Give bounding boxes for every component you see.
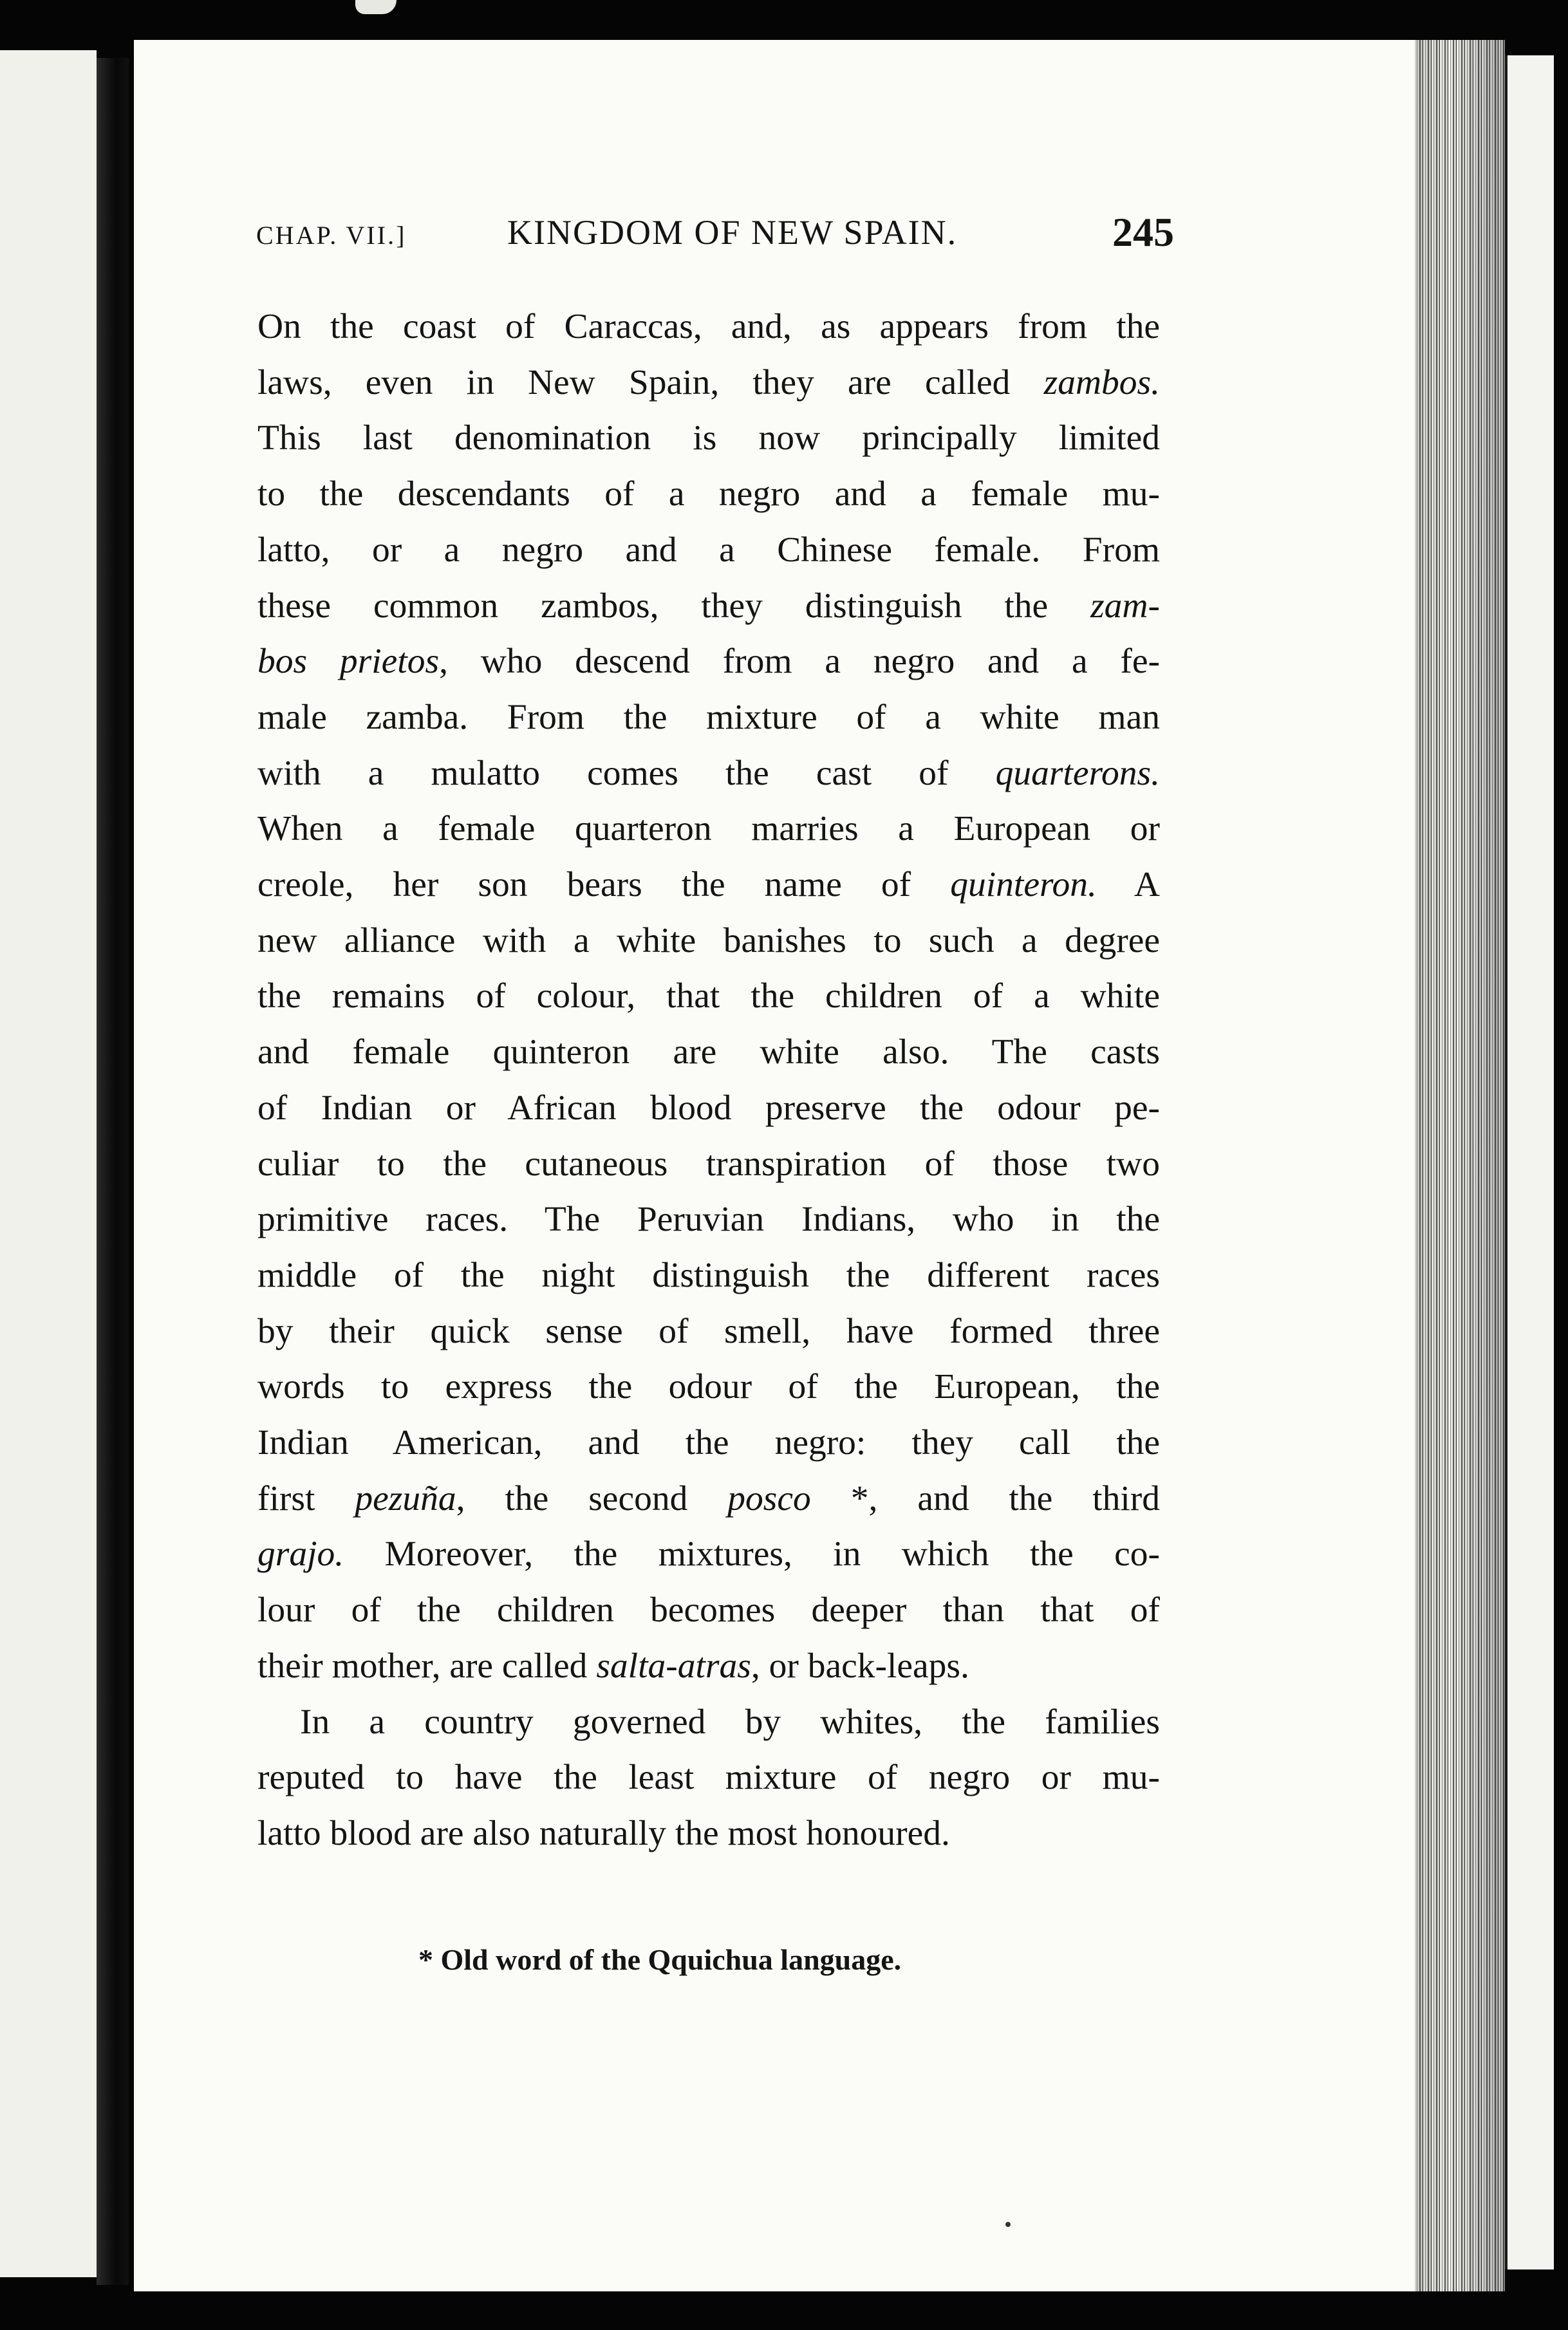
text-run: When a female quarteron marries a European or — [257, 809, 1160, 848]
chapter-label: CHAP. VII.] — [256, 221, 407, 250]
text-line — [257, 413, 1160, 464]
text-line — [300, 1697, 1160, 1748]
text-line — [257, 748, 1160, 799]
text-line — [257, 357, 1160, 409]
text-line — [257, 1027, 1160, 1078]
page-number: 245 — [1112, 209, 1174, 255]
text-run: reputed to have the least mixture of negro or mu- — [257, 1758, 1160, 1797]
text-run: their mother, are called — [257, 1646, 597, 1686]
text-run: A — [1096, 865, 1160, 904]
text-run: the remains of colour, that the children of a white — [257, 976, 1160, 1016]
text-line — [257, 1194, 1160, 1245]
italic-term: zam- — [1090, 586, 1160, 626]
text-line — [257, 859, 1160, 911]
text-line — [257, 1139, 1160, 1190]
facing-page-right — [1505, 55, 1554, 2269]
text-run: Indian American, and the negro: they call the — [257, 1423, 1160, 1462]
text-run: , or back-leaps. — [751, 1646, 969, 1686]
italic-term: posco — [727, 1479, 811, 1518]
text-line — [257, 803, 1160, 855]
text-run: middle of the night distinguish the different races — [257, 1256, 1160, 1295]
text-run: lour of the children becomes deeper than that of — [257, 1590, 1160, 1630]
text-run: On the coast of Caraccas, and, as appears from the — [257, 307, 1160, 346]
text-run: primitive races. The Peruvian Indians, who in the — [257, 1200, 1160, 1239]
text-line — [257, 1361, 1160, 1413]
text-run: male zamba. From the mixture of a white man — [257, 698, 1160, 737]
text-run: words to express the odour of the European, the — [257, 1367, 1160, 1406]
text-line — [257, 1306, 1160, 1357]
italic-term: salta-atras — [596, 1646, 751, 1686]
italic-term: quarterons. — [995, 754, 1160, 793]
text-run: with a mulatto comes the cast of — [257, 754, 996, 793]
text-run: culiar to the cutaneous transpiration of those two — [257, 1144, 1160, 1184]
text-line — [257, 1529, 1160, 1580]
text-line — [257, 301, 1160, 353]
text-line — [257, 692, 1160, 743]
paper-scrap — [355, 0, 397, 14]
text-run: latto, or a negro and a Chinese female. From — [257, 530, 1160, 570]
text-line — [257, 1808, 1160, 1859]
ink-speck — [1005, 2222, 1011, 2227]
italic-term: grajo. — [257, 1534, 344, 1574]
text-run: creole, her son bears the name of — [257, 865, 951, 904]
text-run: laws, even in New Spain, they are called — [257, 363, 1044, 402]
page-edges-shadow — [1415, 40, 1505, 2291]
text-line — [257, 1752, 1160, 1803]
text-line — [257, 1250, 1160, 1301]
text-line — [257, 971, 1160, 1022]
text-line — [257, 636, 1160, 687]
italic-term: quinteron. — [950, 865, 1097, 904]
text-line — [257, 525, 1160, 576]
text-run: This last denomination is now principally limited — [257, 418, 1160, 458]
text-run: *, and the third — [810, 1479, 1161, 1518]
text-run: , the second — [456, 1479, 728, 1518]
text-line — [257, 1473, 1160, 1525]
text-line — [257, 1417, 1160, 1469]
text-run: latto blood are also naturally the most honoured. — [257, 1814, 950, 1853]
text-line — [257, 1585, 1160, 1636]
text-run: In a country governed by whites, the families — [300, 1702, 1160, 1742]
italic-term: bos prietos — [257, 642, 440, 681]
text-run: , who descend from a negro and a fe- — [439, 642, 1160, 681]
facing-page-left — [0, 50, 97, 2277]
text-run: to the descendants of a negro and a female mu- — [257, 474, 1160, 514]
italic-term: zambos. — [1043, 363, 1160, 402]
running-head — [256, 209, 1174, 264]
footnote: * Old word of the Qquichua language. — [418, 1943, 902, 1976]
running-title: KINGDOM OF NEW SPAIN. — [507, 213, 958, 252]
text-run: first — [257, 1479, 355, 1518]
italic-term: pezuña — [355, 1479, 456, 1518]
text-run: new alliance with a white banishes to such a degree — [257, 921, 1160, 960]
text-run: Moreover, the mixtures, in which the co- — [344, 1534, 1160, 1574]
text-line — [257, 469, 1160, 520]
text-line — [257, 1641, 1160, 1692]
text-line — [257, 1083, 1160, 1134]
text-line — [257, 915, 1160, 967]
text-run: these common zambos, they distinguish the — [257, 586, 1091, 626]
text-line — [257, 581, 1160, 632]
text-run: of Indian or African blood preserve the odour pe- — [257, 1088, 1160, 1128]
book-gutter — [97, 58, 129, 2285]
text-run: by their quick sense of smell, have formed three — [257, 1312, 1160, 1351]
text-run: and female quinteron are white also. The casts — [257, 1032, 1160, 1072]
